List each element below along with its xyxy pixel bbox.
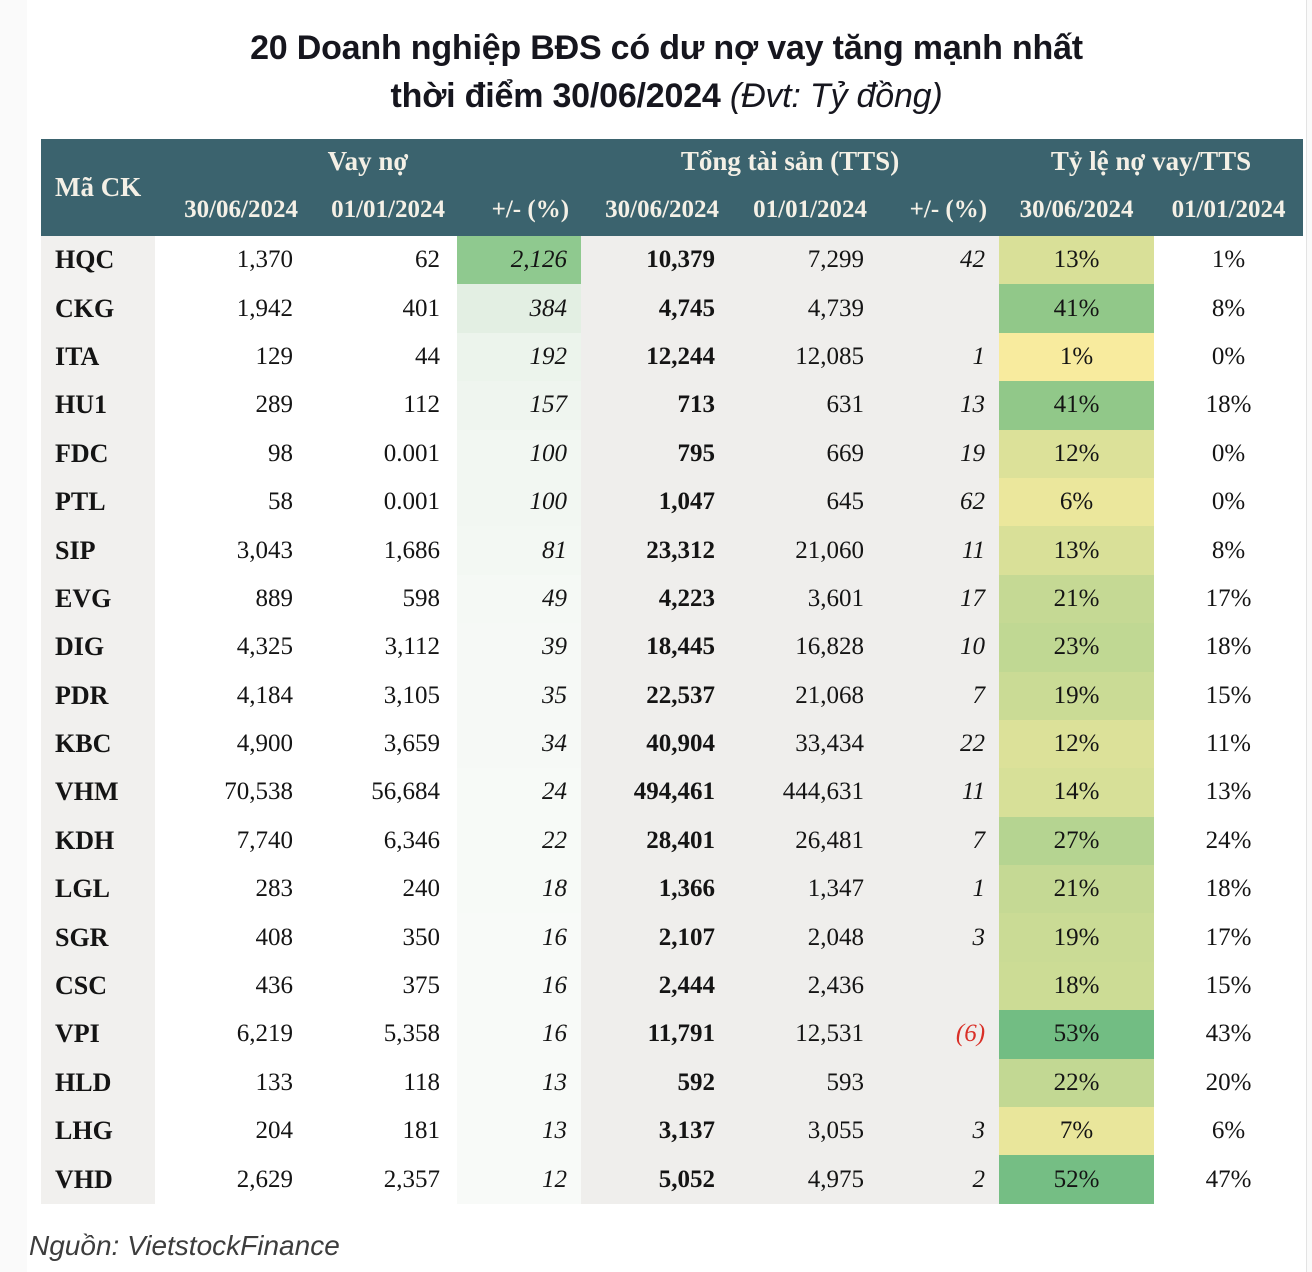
cell-ratio-previous: 18% bbox=[1154, 623, 1303, 671]
cell-ticker: ITA bbox=[41, 333, 155, 381]
cell-ticker: FDC bbox=[41, 430, 155, 478]
table-row bbox=[41, 284, 1303, 332]
header-group-row bbox=[41, 139, 1303, 184]
cell-assets-change-pct: 7 bbox=[879, 672, 999, 720]
cell-assets-previous: 4,739 bbox=[731, 284, 879, 332]
chart-title-line2: thời điểm 30/06/2024 (Đvt: Tỷ đồng) bbox=[390, 77, 943, 115]
cell-assets-previous: 12,085 bbox=[731, 333, 879, 381]
header-group-assets: Tổng tài sản (TTS) bbox=[581, 139, 999, 184]
cell-loan-previous: 118 bbox=[310, 1059, 457, 1107]
cell-ticker: PDR bbox=[41, 672, 155, 720]
cell-loan-current: 3,043 bbox=[155, 526, 310, 574]
cell-ratio-previous: 17% bbox=[1154, 913, 1303, 961]
cell-ticker: LHG bbox=[41, 1107, 155, 1155]
cell-loan-change-pct: 12 bbox=[457, 1155, 581, 1203]
cell-loan-change-pct: 34 bbox=[457, 720, 581, 768]
cell-assets-previous: 1,347 bbox=[731, 865, 879, 913]
header-ratio-current: 30/06/2024 bbox=[999, 184, 1154, 236]
cell-assets-previous: 4,975 bbox=[731, 1155, 879, 1203]
cell-ticker: HLD bbox=[41, 1059, 155, 1107]
table-row bbox=[41, 1155, 1303, 1203]
cell-ticker: KDH bbox=[41, 817, 155, 865]
cell-loan-current: 58 bbox=[155, 478, 310, 526]
cell-ratio-current: 13% bbox=[999, 526, 1154, 574]
cell-assets-change-pct: 3 bbox=[879, 913, 999, 961]
cell-assets-change-pct: 22 bbox=[879, 720, 999, 768]
cell-assets-previous: 2,436 bbox=[731, 962, 879, 1010]
cell-assets-change-pct: (6) bbox=[879, 1010, 999, 1058]
table-row bbox=[41, 817, 1303, 865]
table-row bbox=[41, 720, 1303, 768]
cell-ratio-previous: 8% bbox=[1154, 526, 1303, 574]
cell-ratio-previous: 43% bbox=[1154, 1010, 1303, 1058]
cell-assets-change-pct: 11 bbox=[879, 526, 999, 574]
cell-ratio-current: 23% bbox=[999, 623, 1154, 671]
cell-ratio-previous: 0% bbox=[1154, 430, 1303, 478]
table-row bbox=[41, 962, 1303, 1010]
cell-assets-change-pct: 13 bbox=[879, 381, 999, 429]
header-ticker: Mã CK bbox=[41, 139, 155, 236]
cell-loan-current: 1,370 bbox=[155, 236, 310, 284]
chart-title bbox=[27, 24, 1306, 120]
cell-loan-change-pct: 49 bbox=[457, 575, 581, 623]
cell-ratio-previous: 0% bbox=[1154, 333, 1303, 381]
cell-ratio-current: 6% bbox=[999, 478, 1154, 526]
table-body bbox=[41, 236, 1303, 1204]
table-row bbox=[41, 672, 1303, 720]
cell-ticker: HQC bbox=[41, 236, 155, 284]
cell-ticker: VHD bbox=[41, 1155, 155, 1203]
cell-loan-current: 204 bbox=[155, 1107, 310, 1155]
cell-assets-previous: 2,048 bbox=[731, 913, 879, 961]
cell-loan-current: 4,900 bbox=[155, 720, 310, 768]
cell-assets-previous: 669 bbox=[731, 430, 879, 478]
cell-assets-previous: 33,434 bbox=[731, 720, 879, 768]
cell-ratio-previous: 18% bbox=[1154, 865, 1303, 913]
cell-loan-current: 2,629 bbox=[155, 1155, 310, 1203]
cell-loan-current: 4,184 bbox=[155, 672, 310, 720]
cell-assets-previous: 3,601 bbox=[731, 575, 879, 623]
cell-loan-change-pct: 35 bbox=[457, 672, 581, 720]
table-row bbox=[41, 381, 1303, 429]
cell-assets-change-pct bbox=[879, 1059, 999, 1107]
cell-assets-current: 23,312 bbox=[581, 526, 731, 574]
cell-assets-change-pct: 42 bbox=[879, 236, 999, 284]
cell-ratio-previous: 1% bbox=[1154, 236, 1303, 284]
cell-ratio-current: 41% bbox=[999, 381, 1154, 429]
cell-assets-previous: 593 bbox=[731, 1059, 879, 1107]
table-row bbox=[41, 430, 1303, 478]
cell-ratio-current: 41% bbox=[999, 284, 1154, 332]
source-caption: Nguồn: VietstockFinance bbox=[29, 1229, 340, 1261]
cell-ticker: VPI bbox=[41, 1010, 155, 1058]
cell-assets-change-pct bbox=[879, 962, 999, 1010]
cell-ratio-previous: 18% bbox=[1154, 381, 1303, 429]
cell-loan-previous: 3,112 bbox=[310, 623, 457, 671]
cell-assets-current: 713 bbox=[581, 381, 731, 429]
cell-ratio-previous: 24% bbox=[1154, 817, 1303, 865]
cell-ratio-current: 12% bbox=[999, 430, 1154, 478]
header-assets-previous: 01/01/2024 bbox=[731, 184, 879, 236]
cell-loan-previous: 181 bbox=[310, 1107, 457, 1155]
cell-assets-current: 12,244 bbox=[581, 333, 731, 381]
cell-loan-previous: 0.001 bbox=[310, 478, 457, 526]
header-loans-change: +/- (%) bbox=[457, 184, 581, 236]
cell-loan-change-pct: 2,126 bbox=[457, 236, 581, 284]
cell-ratio-current: 14% bbox=[999, 768, 1154, 816]
cell-ticker: LGL bbox=[41, 865, 155, 913]
cell-loan-change-pct: 384 bbox=[457, 284, 581, 332]
cell-loan-current: 408 bbox=[155, 913, 310, 961]
cell-loan-change-pct: 157 bbox=[457, 381, 581, 429]
cell-loan-current: 98 bbox=[155, 430, 310, 478]
cell-assets-current: 1,047 bbox=[581, 478, 731, 526]
cell-loan-change-pct: 39 bbox=[457, 623, 581, 671]
cell-ticker: CKG bbox=[41, 284, 155, 332]
cell-loan-current: 889 bbox=[155, 575, 310, 623]
page-background bbox=[27, 0, 1307, 1272]
cell-loan-previous: 3,105 bbox=[310, 672, 457, 720]
table-row bbox=[41, 768, 1303, 816]
cell-ticker: SGR bbox=[41, 913, 155, 961]
cell-loan-previous: 44 bbox=[310, 333, 457, 381]
cell-loan-change-pct: 100 bbox=[457, 478, 581, 526]
cell-assets-current: 22,537 bbox=[581, 672, 731, 720]
cell-ratio-current: 13% bbox=[999, 236, 1154, 284]
cell-ratio-previous: 15% bbox=[1154, 962, 1303, 1010]
cell-ratio-current: 18% bbox=[999, 962, 1154, 1010]
cell-assets-change-pct: 7 bbox=[879, 817, 999, 865]
cell-loan-current: 4,325 bbox=[155, 623, 310, 671]
cell-loan-current: 1,942 bbox=[155, 284, 310, 332]
cell-loan-current: 289 bbox=[155, 381, 310, 429]
cell-ratio-previous: 8% bbox=[1154, 284, 1303, 332]
table-row bbox=[41, 1059, 1303, 1107]
cell-assets-current: 3,137 bbox=[581, 1107, 731, 1155]
cell-ratio-current: 21% bbox=[999, 575, 1154, 623]
cell-ratio-previous: 6% bbox=[1154, 1107, 1303, 1155]
cell-assets-current: 4,223 bbox=[581, 575, 731, 623]
header-assets-current: 30/06/2024 bbox=[581, 184, 731, 236]
cell-ratio-current: 22% bbox=[999, 1059, 1154, 1107]
cell-loan-previous: 350 bbox=[310, 913, 457, 961]
cell-assets-previous: 16,828 bbox=[731, 623, 879, 671]
cell-assets-change-pct: 2 bbox=[879, 1155, 999, 1203]
cell-ticker: PTL bbox=[41, 478, 155, 526]
cell-loan-current: 283 bbox=[155, 865, 310, 913]
cell-assets-current: 494,461 bbox=[581, 768, 731, 816]
cell-ratio-current: 27% bbox=[999, 817, 1154, 865]
cell-ticker: HU1 bbox=[41, 381, 155, 429]
cell-assets-current: 28,401 bbox=[581, 817, 731, 865]
table-row bbox=[41, 478, 1303, 526]
cell-assets-previous: 645 bbox=[731, 478, 879, 526]
cell-assets-previous: 3,055 bbox=[731, 1107, 879, 1155]
cell-assets-change-pct: 3 bbox=[879, 1107, 999, 1155]
cell-assets-change-pct: 1 bbox=[879, 333, 999, 381]
table-row bbox=[41, 575, 1303, 623]
cell-ratio-current: 19% bbox=[999, 672, 1154, 720]
cell-assets-current: 2,107 bbox=[581, 913, 731, 961]
cell-ratio-current: 21% bbox=[999, 865, 1154, 913]
table-row bbox=[41, 913, 1303, 961]
cell-loan-change-pct: 13 bbox=[457, 1059, 581, 1107]
cell-ratio-previous: 47% bbox=[1154, 1155, 1303, 1203]
cell-assets-current: 11,791 bbox=[581, 1010, 731, 1058]
table-row bbox=[41, 526, 1303, 574]
table-row bbox=[41, 333, 1303, 381]
cell-loan-previous: 5,358 bbox=[310, 1010, 457, 1058]
header-loans-current: 30/06/2024 bbox=[155, 184, 310, 236]
cell-assets-change-pct bbox=[879, 284, 999, 332]
cell-loan-change-pct: 16 bbox=[457, 962, 581, 1010]
cell-loan-current: 6,219 bbox=[155, 1010, 310, 1058]
cell-assets-previous: 631 bbox=[731, 381, 879, 429]
cell-assets-change-pct: 62 bbox=[879, 478, 999, 526]
cell-loan-change-pct: 16 bbox=[457, 913, 581, 961]
cell-ratio-current: 19% bbox=[999, 913, 1154, 961]
table-row bbox=[41, 865, 1303, 913]
header-ratio-previous: 01/01/2024 bbox=[1154, 184, 1303, 236]
cell-assets-previous: 21,060 bbox=[731, 526, 879, 574]
cell-ticker: KBC bbox=[41, 720, 155, 768]
cell-loan-previous: 2,357 bbox=[310, 1155, 457, 1203]
cell-ticker: SIP bbox=[41, 526, 155, 574]
cell-loan-previous: 6,346 bbox=[310, 817, 457, 865]
cell-assets-previous: 12,531 bbox=[731, 1010, 879, 1058]
cell-assets-current: 18,445 bbox=[581, 623, 731, 671]
cell-ratio-current: 1% bbox=[999, 333, 1154, 381]
header-date-row bbox=[41, 184, 1303, 236]
cell-loan-current: 129 bbox=[155, 333, 310, 381]
cell-ratio-previous: 11% bbox=[1154, 720, 1303, 768]
cell-ticker: EVG bbox=[41, 575, 155, 623]
cell-loan-change-pct: 100 bbox=[457, 430, 581, 478]
cell-ticker: CSC bbox=[41, 962, 155, 1010]
chart-title-line1: 20 Doanh nghiệp BĐS có dư nợ vay tăng mạnh nhất bbox=[250, 29, 1083, 67]
cell-assets-previous: 26,481 bbox=[731, 817, 879, 865]
table-row bbox=[41, 1107, 1303, 1155]
cell-loan-current: 133 bbox=[155, 1059, 310, 1107]
cell-assets-previous: 21,068 bbox=[731, 672, 879, 720]
cell-ticker: DIG bbox=[41, 623, 155, 671]
cell-ratio-current: 7% bbox=[999, 1107, 1154, 1155]
cell-assets-current: 4,745 bbox=[581, 284, 731, 332]
table-row bbox=[41, 236, 1303, 284]
cell-assets-previous: 444,631 bbox=[731, 768, 879, 816]
header-assets-change: +/- (%) bbox=[879, 184, 999, 236]
cell-ratio-previous: 0% bbox=[1154, 478, 1303, 526]
cell-ticker: VHM bbox=[41, 768, 155, 816]
cell-ratio-current: 12% bbox=[999, 720, 1154, 768]
cell-loan-change-pct: 24 bbox=[457, 768, 581, 816]
cell-loan-change-pct: 22 bbox=[457, 817, 581, 865]
cell-assets-current: 1,366 bbox=[581, 865, 731, 913]
cell-loan-previous: 401 bbox=[310, 284, 457, 332]
cell-loan-change-pct: 13 bbox=[457, 1107, 581, 1155]
cell-loan-previous: 112 bbox=[310, 381, 457, 429]
cell-loan-previous: 62 bbox=[310, 236, 457, 284]
header-group-loans: Vay nợ bbox=[155, 139, 581, 184]
cell-loan-previous: 0.001 bbox=[310, 430, 457, 478]
cell-loan-change-pct: 18 bbox=[457, 865, 581, 913]
cell-ratio-previous: 15% bbox=[1154, 672, 1303, 720]
cell-assets-change-pct: 11 bbox=[879, 768, 999, 816]
debt-table bbox=[41, 139, 1303, 1204]
table-row bbox=[41, 623, 1303, 671]
cell-assets-change-pct: 17 bbox=[879, 575, 999, 623]
cell-loan-current: 70,538 bbox=[155, 768, 310, 816]
table-header bbox=[41, 139, 1303, 236]
cell-assets-current: 40,904 bbox=[581, 720, 731, 768]
cell-assets-current: 10,379 bbox=[581, 236, 731, 284]
cell-assets-current: 2,444 bbox=[581, 962, 731, 1010]
cell-loan-change-pct: 16 bbox=[457, 1010, 581, 1058]
cell-loan-change-pct: 81 bbox=[457, 526, 581, 574]
cell-ratio-previous: 13% bbox=[1154, 768, 1303, 816]
cell-loan-previous: 375 bbox=[310, 962, 457, 1010]
table-row bbox=[41, 1010, 1303, 1058]
cell-assets-change-pct: 1 bbox=[879, 865, 999, 913]
cell-assets-current: 5,052 bbox=[581, 1155, 731, 1203]
cell-assets-current: 795 bbox=[581, 430, 731, 478]
chart-title-unit-note: (Đvt: Tỷ đồng) bbox=[729, 77, 943, 115]
cell-ratio-current: 53% bbox=[999, 1010, 1154, 1058]
cell-assets-change-pct: 19 bbox=[879, 430, 999, 478]
cell-loan-previous: 1,686 bbox=[310, 526, 457, 574]
cell-ratio-previous: 17% bbox=[1154, 575, 1303, 623]
cell-loan-current: 7,740 bbox=[155, 817, 310, 865]
cell-loan-previous: 240 bbox=[310, 865, 457, 913]
header-group-ratio: Tỷ lệ nợ vay/TTS bbox=[999, 139, 1303, 184]
cell-loan-change-pct: 192 bbox=[457, 333, 581, 381]
cell-assets-previous: 7,299 bbox=[731, 236, 879, 284]
cell-loan-previous: 3,659 bbox=[310, 720, 457, 768]
cell-ratio-previous: 20% bbox=[1154, 1059, 1303, 1107]
cell-loan-previous: 598 bbox=[310, 575, 457, 623]
cell-assets-change-pct: 10 bbox=[879, 623, 999, 671]
header-loans-previous: 01/01/2024 bbox=[310, 184, 457, 236]
cell-ratio-current: 52% bbox=[999, 1155, 1154, 1203]
cell-assets-current: 592 bbox=[581, 1059, 731, 1107]
cell-loan-previous: 56,684 bbox=[310, 768, 457, 816]
cell-loan-current: 436 bbox=[155, 962, 310, 1010]
